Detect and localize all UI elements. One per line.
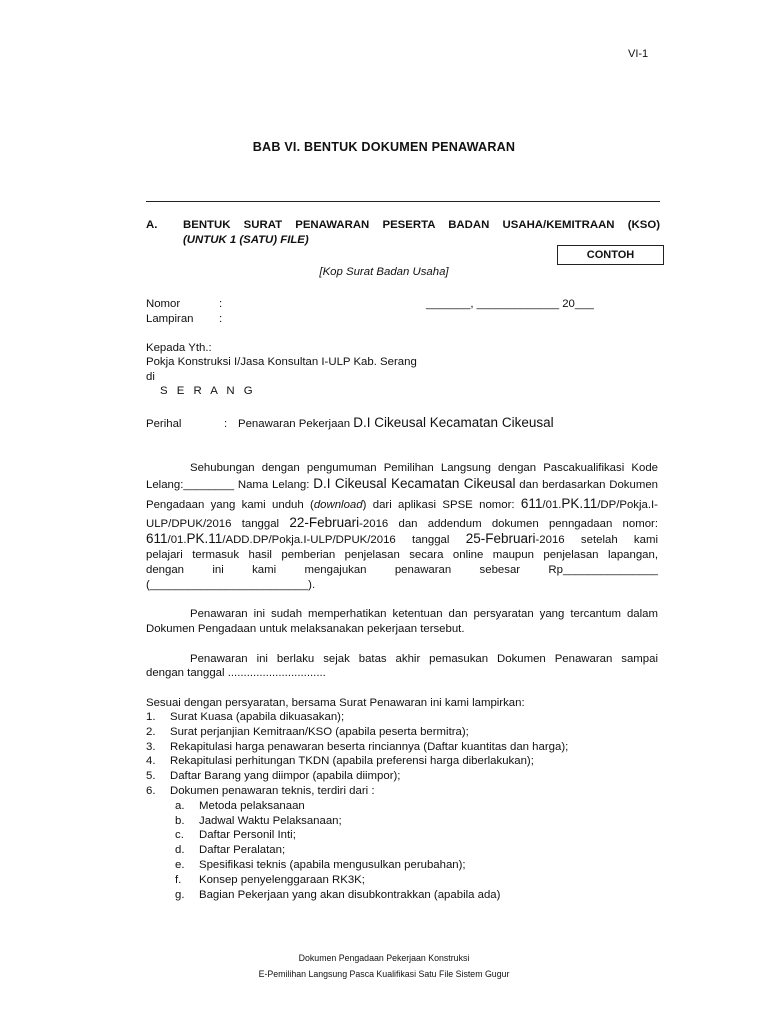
nomor-label: Nomor [146,298,181,310]
p1-line5-d: /ADD.DP/Pokja.I-ULP/DPUK/2016 tanggal [222,534,466,546]
recipient-city: S E R A N G [160,385,256,397]
footer-line-2: E-Pemilihan Langsung Pasca Kualifikasi Satu File Sistem Gugur [258,969,510,979]
tech-item-text: Konsep penyelenggaraan RK3K; [199,874,365,886]
p1-addendum-number: 611 [146,531,168,546]
perihal-project: D.I Cikeusal Kecamatan Cikeusal [353,415,554,430]
attachment-num: 2. [146,726,156,738]
chapter-title: BAB VI. BENTUK DOKUMEN PENAWARAN [252,140,516,154]
tech-item-text: Bagian Pekerjaan yang akan disubkontrakkan (apabila ada) [199,889,501,901]
perihal-colon: : [224,418,228,430]
p1-line8: (_________________________). [146,579,316,591]
attachment-num: 4. [146,755,156,767]
tech-item-letter: d. [175,844,185,856]
p1-line3-g: /DP/Pokja.I- [597,499,658,511]
tech-item-letter: a. [175,800,185,812]
attachment-num: 1. [146,711,156,723]
tech-item-letter: b. [175,815,185,827]
p1-line4 [146,515,658,530]
p1-addendum-pk: PK.11 [186,531,223,546]
date-field: _______, _____________ 20___ [426,298,594,310]
letterhead-placeholder: [Kop Surat Badan Usaha] [319,266,449,278]
nomor-colon: : [219,298,223,310]
p1-download: download [313,499,363,511]
p3-line2: dengan tanggal ............................... [146,667,326,679]
p1-line4-c: -2016 dan addendum dokumen penngadaan nomor: [359,518,658,530]
lampiran-label: Lampiran [146,313,194,325]
p1-line1: Sehubungan dengan pengumuman Pemilihan Langsung dengan Pascakualifikasi Kode [190,462,658,474]
page-number: VI-1 [628,48,649,60]
p3-line1: Penawaran ini berlaku sejak batas akhir pemasukan Dokumen Penawaran sampai [190,653,658,665]
tech-item-text: Jadwal Waktu Pelaksanaan; [199,815,342,827]
tech-item-text: Daftar Peralatan; [199,844,286,856]
recipient-name: Pokja Konstruksi I/Jasa Konsultan I-ULP Kab. Serang [146,356,417,368]
recipient-di: di [146,371,155,383]
attachment-num: 3. [146,741,156,753]
perihal-prefix: Penawaran Pekerjaan [238,418,354,430]
p1-date-1: 22-Februari [289,515,360,530]
footer-line-1: Dokumen Pengadaan Pekerjaan Konstruksi [298,953,470,963]
perihal-label: Perihal [146,418,182,430]
p1-line6: pelajari termasuk hasil pemberian penjelasan secara online maupun penjelasan lapangan, [146,549,658,561]
p1-project-name: D.I Cikeusal Kecamatan Cikeusal [313,476,516,491]
section-letter: A. [146,219,158,231]
p2-line2: Dokumen Pengadaan untuk melaksanakan pekerjaan tersebut. [146,623,465,635]
attachment-text: Surat perjanjian Kemitraan/KSO (apabila peserta bermitra); [170,726,469,738]
tech-item-text: Daftar Personil Inti; [199,829,296,841]
tech-item-text: Spesifikasi teknis (apabila mengusulkan perubahan); [199,859,466,871]
attachment-num: 6. [146,785,156,797]
tech-item-letter: e. [175,859,185,871]
attachment-num: 5. [146,770,156,782]
section-title: BENTUK SURAT PENAWARAN PESERTA BADAN USAHA/KEMITRAAN (KSO) [183,219,660,231]
attachment-text: Surat Kuasa (apabila dikuasakan); [170,711,345,723]
tech-item-letter: g. [175,889,185,901]
p1-line4-a: ULP/DPUK/2016 tanggal [146,518,290,530]
p1-line3-a: Pengadaan yang kami unduh ( [146,499,314,511]
p1-spse-number: 611 [520,496,543,511]
attachment-text: Daftar Barang yang diimpor (apabila diimpor); [170,770,401,782]
title-divider [146,201,660,202]
p1-line3-c: ) dari aplikasi SPSE nomor: [362,499,521,511]
contoh-badge: CONTOH [557,245,664,265]
p1-line2-c: dan berdasarkan Dokumen [515,479,658,491]
p1-line3-e: /01. [542,499,562,511]
tech-item-text: Metoda pelaksanaan [199,800,305,812]
attachment-text: Dokumen penawaran teknis, terdiri dari : [170,785,375,797]
tech-item-letter: f. [175,874,182,886]
p1-line5 [146,531,658,546]
perihal-value [238,415,554,430]
p1-line2 [146,476,658,491]
p1-line2-a: Lelang:________ Nama Lelang: [146,479,314,491]
lampiran-colon: : [219,313,223,325]
attachment-text: Rekapitulasi harga penawaran beserta rinciannya (Daftar kuantitas dan harga); [170,741,569,753]
p1-line5-b: /01. [167,534,187,546]
p1-date-2: 25-Februari [465,531,536,546]
tech-item-letter: c. [175,829,184,841]
attachments-intro: Sesuai dengan persyaratan, bersama Surat Penawaran ini kami lampirkan: [146,697,525,709]
p2-line1: Penawaran ini sudah memperhatikan ketentuan dan persyaratan yang tercantum dalam [190,608,658,620]
recipient-greeting: Kepada Yth.: [146,342,212,354]
p1-pk-code: PK.11 [561,496,598,511]
p1-line7: dengan ini kami mengajukan penawaran sebesar Rp_______________ [146,564,658,576]
p1-line5-f: -2016 setelah kami [535,534,658,546]
section-subtitle: (UNTUK 1 (SATU) FILE) [183,234,309,246]
p1-line3 [146,496,658,511]
attachment-text: Rekapitulasi perhitungan TKDN (apabila preferensi harga diberlakukan); [170,755,534,767]
